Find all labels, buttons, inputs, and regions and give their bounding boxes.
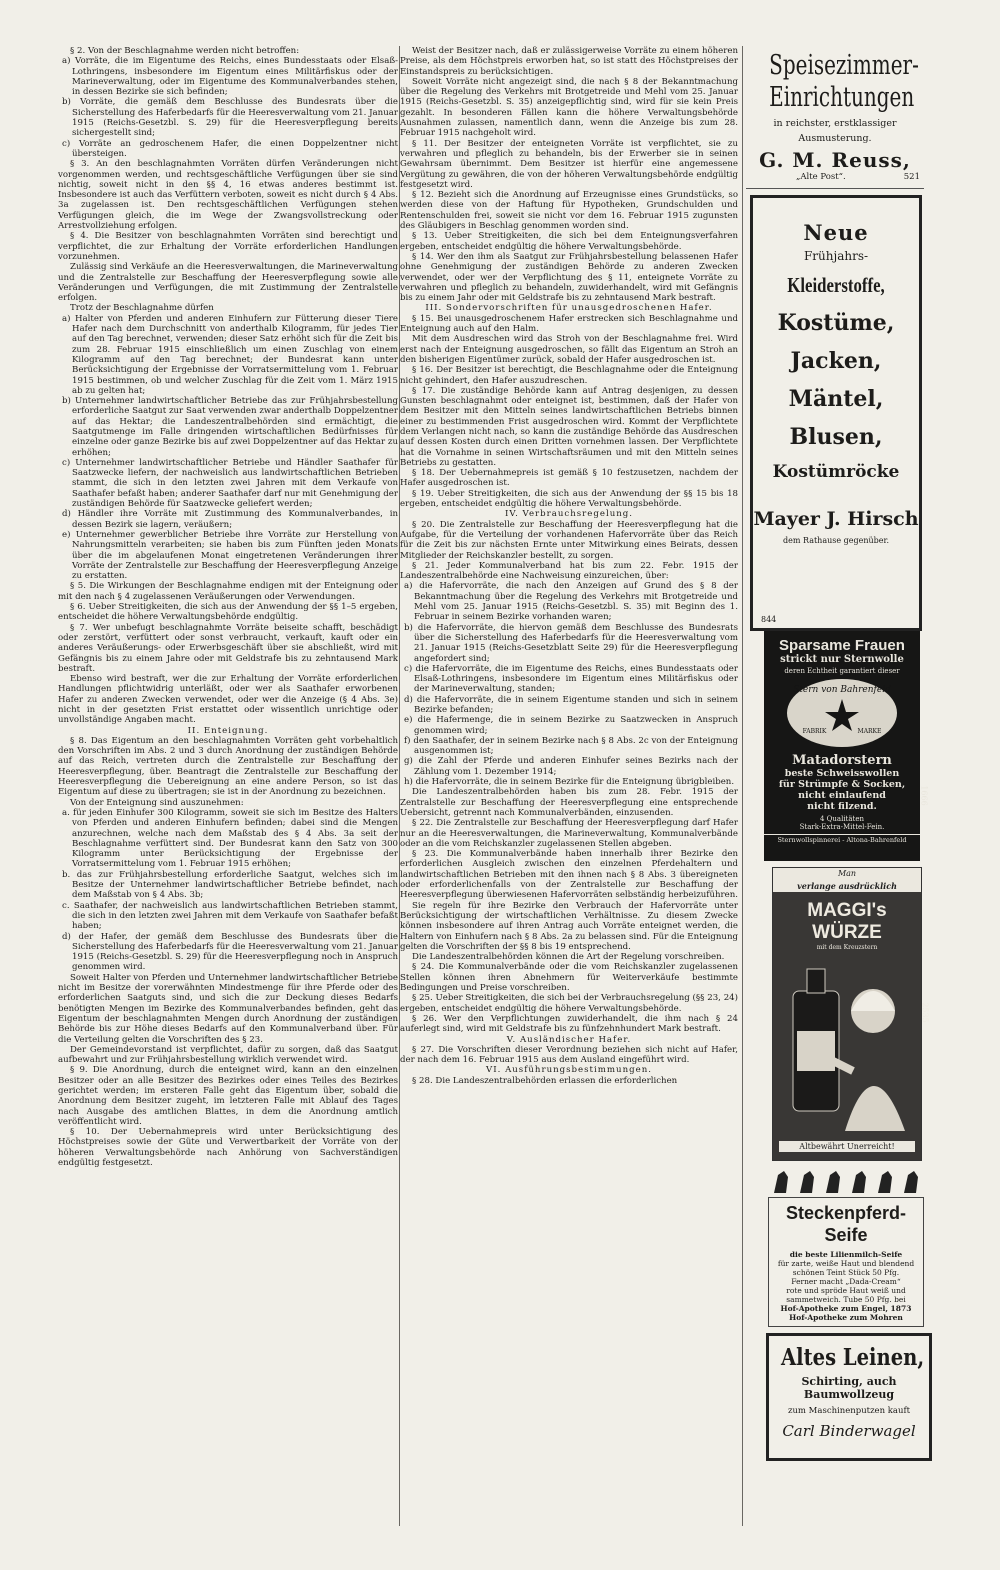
- ad-hirsch-neue: Neue: [803, 220, 869, 245]
- section-heading: V. Ausländischer Hafer.: [506, 1034, 632, 1045]
- paragraph: g) die Zahl der Pferde und anderen Einhufer seines Bezirks nach der Zählung vom 1. Dezember 1914;: [404, 756, 738, 777]
- ad-hirsch-item: Kostümröcke: [772, 462, 900, 482]
- ad-hirsch-item: Blusen,: [789, 424, 883, 450]
- ad-reuss-name: G. M. Reuss,: [759, 148, 911, 172]
- paragraph: h) die Hafervorräte, die in seinem Bezirke für die Enteignung übrigbleiben.: [404, 777, 735, 788]
- paragraph: f) den Saathafer, der in seinem Bezirke nach § 8 Abs. 2c von der Enteignung ausgenommen ist;: [404, 735, 738, 757]
- ad-frauen-fabrik: FABRIK: [802, 728, 827, 735]
- ad-stecken-title1: Steckenpferd-: [785, 1203, 907, 1223]
- paragraph: Soweit Vorräte nicht angezeigt sind, die nach § 8 der Bekanntmachung über die Regelung des Verkehrs mit Brotgetreide und Mehl vom 25. Januar 1915 (Reichs-Gesetzbl. S. 35) anzeigepflichtig sind, wird für sie kein Preis gezahlt. In besonderen Fällen kann die höhere Verwaltungsbehörde Ausnahmen zulassen, namentlich dann, wenn die Anzeige bis zum 28. Februar 1915 nachgeholt wird.: [400, 76, 738, 139]
- section-heading: II. Enteignung.: [187, 725, 269, 736]
- ad-reuss-number: 521: [903, 172, 920, 182]
- ad-hirsch: [750, 195, 922, 631]
- ad-frauen-line: für Strümpfe & Socken,: [778, 779, 906, 790]
- ad-stecken-line: die beste Lilienmilch-Seife: [789, 1250, 903, 1259]
- ad-hirsch-fruehjahr: Frühjahrs-: [803, 249, 869, 263]
- ad-stecken-line: rote und spröde Haut weiß und sammetweich. Tube 50 Pfg. bei: [786, 1286, 906, 1304]
- paragraph: § 6. Ueber Streitigkeiten, die sich aus der Anwendung der §§ 1–5 ergeben, entscheidet die höhere Verwaltungsbehörde endgültig.: [58, 602, 398, 623]
- paragraph: e) die Hafermenge, die in seinem Bezirke zu Saatzwecken in Anspruch genommen wird;: [404, 715, 738, 736]
- ad-frauen-footer: Sternwollspinnerei - Altona-Bahrenfeld: [764, 834, 920, 844]
- ad-stecken-apotheke: Hof-Apotheke zum Mohren: [789, 1313, 903, 1322]
- paragraph: § 5. Die Wirkungen der Beschlagnahme endigen mit der Enteignung oder mit den nach § 4 zugelassenen Veräußerungen oder Verwendungen.: [58, 581, 398, 602]
- paragraph: § 10. Der Uebernahmepreis wird unter Berücksichtigung des Höchstpreises sowie der Güte und Verwertbarkeit der Vorräte von der höheren Verwaltungsbehörde nach Anhörung von Sachverständigen endgültig festgesetzt.: [58, 1127, 398, 1169]
- paragraph: Zulässig sind Verkäufe an die Heeresverwaltungen, die Marineverwaltung und die Zentralstelle zur Beschaffung der Heeresverpflegung sowie alle Veränderungen und Verfügungen, die mit Zustimmung der Zentralstelle erfolgen.: [58, 262, 398, 304]
- ad-maggi-man: Man: [773, 868, 921, 880]
- paragraph: § 8. Das Eigentum an den beschlagnahmten Vorräten geht vorbehaltlich den Vorschriften im Abs. 2 und 3 durch Anordnung der zuständigen Behörde auf das Reich, vertreten durch die Zentralstelle zur Beschaffung der Heeresverpflegung, über. Beantragt die Zentralstelle zur Beschaffung der Heeresverpflegung die Uebereignung an eine andere Person, so ist das Eigentum auf diese zu übertragen; sie ist in der Anordnung zu bezeichnen.: [58, 735, 398, 798]
- ad-reuss-line2: Einrichtungen: [769, 82, 915, 113]
- paragraph: § 26. Wer den Verpflichtungen zuwiderhandelt, die ihm nach § 24 auferlegt sind, wird mit Geldstrafe bis zu fünfzehnhundert Mark bestraft.: [400, 1013, 738, 1035]
- ad-leinen-sub: Schirting, auch Baumwollzeug: [801, 1375, 897, 1401]
- paragraph: § 13. Ueber Streitigkeiten, die sich bei dem Enteignungsverfahren ergeben, entscheidet endgültig die höhere Verwaltungsbehörde.: [400, 231, 738, 252]
- paragraph: § 18. Der Uebernahmepreis ist gemäß § 10 festzusetzen, nachdem der Hafer ausgedroschen ist.: [400, 468, 738, 489]
- ad-reuss: [746, 46, 924, 189]
- paragraph: § 19. Ueber Streitigkeiten, die sich aus der Anwendung der §§ 15 bis 18 ergeben, entscheidet endgültig die höhere Verwaltungsbehörde.: [400, 488, 738, 510]
- ad-frauen-seal: Stern von Bahrenfeld: [793, 685, 891, 695]
- ad-frauen-sub: strickt nur Sternwolle: [780, 654, 904, 665]
- ad-stecken-line: Ferner macht „Dada-Cream“: [791, 1277, 901, 1286]
- paragraph: § 3. An den beschlagnahmten Vorräten dürfen Veränderungen nicht vorgenommen werden, und rechtsgeschäftliche Verfügungen über sie sind nichtig, soweit nicht in den §§ 4, 16 etwas anderes bestimmt ist. Insbesondere ist auch das Verfüttern verboten, soweit es nicht durch § 4 Abs. 3a zugelassen ist. Den rechtsgeschäftlichen Verfügungen stehen Verfügungen gleich, die im Wege der Zwangsvollstreckung oder Arrestvollziehung erfolgen.: [58, 159, 398, 232]
- paragraph: § 7. Wer unbefugt beschlagnahmte Vorräte beiseite schafft, beschädigt oder zerstört, verfüttert oder sonst verbraucht, verkauft, kauft oder ein anderes Veräußerungs- oder Erwerbsgeschäft über sie abschließt, wird mit Gefängnis bis zu einem Jahre oder mit Geldstrafe bis zu zehntausend Mark bestraft.: [58, 622, 398, 674]
- ad-frauen-number: 1666: [919, 785, 929, 806]
- paragraph: Trotz der Beschlagnahme dürfen: [70, 303, 214, 314]
- horses-icon: [768, 1167, 924, 1195]
- paragraph: a) die Hafervorräte, die nach den Anzeigen auf Grund des § 8 der Bekanntmachung über die Regelung des Verkehrs mit Brotgetreide und Mehl vom 25. Januar 1915 (Reichs-Gesetzbl. S. 35) mit Beginn des 1. Februar in seinem Bezirke vorhanden waren;: [404, 581, 738, 623]
- paragraph: b) Vorräte, die gemäß dem Beschlusse des Bundesrats über die Sicherstellung des Haferbedarfs für die Heeresverwaltung vom 21. Januar 1915 (Reichs-Gesetzbl. S. 29) für die Heeresverpflegung bereits sichergestellt sind;: [62, 97, 398, 139]
- ad-frauen-line: nicht einlaufend: [798, 790, 886, 801]
- ad-stecken-line: für zarte, weiße Haut und blendend schönen Teint Stück 50 Pfg.: [777, 1259, 915, 1277]
- paragraph: § 15. Bei unausgedroschenem Hafer erstrecken sich Beschlagnahme und Enteignung auch auf den Halm.: [400, 313, 738, 335]
- ad-reuss-line3: in reichster, erstklassiger: [773, 118, 897, 129]
- star-seal-icon: [787, 679, 897, 747]
- paragraph: Weist der Besitzer nach, daß er zulässigerweise Vorräte zu einem höheren Preise, als dem Höchstpreis erworben hat, so ist statt des Höchstpreises der Einstandspreis zu berücksichtigen.: [400, 46, 738, 77]
- ad-leinen-line: zum Maschinenputzen kauft: [787, 1406, 911, 1416]
- ad-altes-leinen: [766, 1333, 932, 1461]
- section-heading: III. Sondervorschriften für unausgedroschenen Hafer.: [425, 303, 713, 314]
- column-divider: [742, 46, 743, 1526]
- paragraph: b. das zur Frühjahrsbestellung erforderliche Saatgut, welches sich im Besitze der Unternehmer landwirtschaftlicher Betriebe befindet, nach dem Maßstab von § 4 Abs. 3b;: [62, 869, 398, 901]
- ad-stecken-title2: Seife: [824, 1225, 868, 1245]
- paragraph: § 14. Wer den ihm als Saatgut zur Frühjahrsbestellung belassenen Hafer ohne Genehmigung der zuständigen Behörde zu anderen Zwecken verwendet, oder wer der Verpflichtung des § 11, enteignete Vorräte zu verwahren und pfleglich zu behandeln, zuwiderhandelt, wird mit Gefängnis bis zu einem Jahr oder mit Geldstrafe bis zu zehntausend Mark bestraft.: [400, 251, 738, 304]
- paragraph: d) die Hafervorräte, die in seinem Eigentume standen und sich in seinem Bezirke befanden;: [404, 694, 738, 715]
- paragraph: § 25. Ueber Streitigkeiten, die sich bei der Verbrauchsregelung (§§ 23, 24) ergeben, entscheidet endgültig die höhere Verwaltungsbehörde.: [400, 993, 738, 1014]
- ad-frauen-qual: 4 Qualitäten: [819, 815, 865, 823]
- paragraph: e) Unternehmer gewerblicher Betriebe ihre Vorräte zur Herstellung von Nahrungsmitteln verarbeiten; sie haben bis zum Fünften jeden Monats über die im abgelaufenen Monat eingetretenen Veränderungen ihrer Vorräte der Zentralstelle zur Beschaffung der Heeresverpflegung Anzeige zu erstatten.: [62, 529, 398, 582]
- advertisement-column: [746, 46, 930, 1467]
- ad-maggi-number: 2535: [920, 1002, 930, 1023]
- text-column-left: [58, 46, 398, 1526]
- paragraph: § 22. Die Zentralstelle zur Beschaffung der Heeresverpflegung darf Hafer nur an die Heeresverwaltungen, die Marineverwaltung, Kommunalverbände oder an die vom Reichskanzler zugelassenen Stellen abgeben.: [400, 818, 738, 849]
- ad-frauen-guarantee: deren Echtheit garantiert dieser: [784, 667, 900, 675]
- paragraph: Die Landeszentralbehörden haben bis zum 28. Febr. 1915 der Zentralstelle zur Beschaffung der Heeresverpflegung eine entsprechende Uebersicht, getrennt nach Kommunalverbänden, einzusenden.: [400, 787, 738, 818]
- paragraph: a. für jeden Einhufer 300 Kilogramm, soweit sie sich im Besitze des Halters von Pferden und anderen Einhufern befinden; dabei sind die Mengen anzurechnen, welche nach dem Maßstab des § 4 Abs. 3a seit der Beschlagnahme verfüttert sind. Der Bundesrat kann den Satz von 300 Kilogramm unter Berücksichtigung der Ergebnisse der Vorratsermittelung vom 1. Februar 1915 erhöhen;: [62, 807, 398, 870]
- ad-maggi-sub: mit dem Kreuzstern: [816, 944, 878, 951]
- ad-frauen-line: beste Schweisswollen: [784, 768, 900, 779]
- paragraph: § 17. Die zuständige Behörde kann auf Antrag desjenigen, zu dessen Gunsten beschlagnahmt oder enteignet ist, bestimmen, daß der Hafer von dem Besitzer mit den Mitteln seines landwirtschaftlichen Betriebs binnen einer zu bestimmenden Frist ausgedroschen wird. Kommt der Verpflichtete dem Verlangen nicht nach, so kann die zuständige Behörde das Ausdreschen auf dessen Kosten durch einen Dritten vornehmen lassen. Der Verpflichtete hat die Vornahme in seinen Wirtschaftsräumen und mit den Mitteln seines Betriebs zu gestatten.: [400, 385, 738, 468]
- paragraph: c) Unternehmer landwirtschaftlicher Betriebe und Händler Saathafer für Saatzwecke liefern, der nachweislich aus landwirtschaftlichen Betrieben stammt, die sich in den letzten zwei Jahren mit dem Verkaufe von Saathafer befaßt haben; anderer Saathafer darf nur mit Genehmigung der zuständigen Behörde für Saatzwecke geliefert werden;: [62, 457, 398, 510]
- ad-hirsch-kleiderstoffe: Kleiderstoffe,: [787, 273, 885, 297]
- ad-hirsch-item: Kostüme,: [777, 310, 895, 336]
- paragraph: § 12. Bezieht sich die Anordnung auf Erzeugnisse eines Grundstücks, so werden diese von der Haftung für Hypotheken, Grundschulden und Rentenschulden frei, soweit sie nicht vor dem 16. Februar 1915 zugunsten des Gläubigers in Beschlag genommen worden sind.: [400, 190, 738, 232]
- paragraph: § 16. Der Besitzer ist berechtigt, die Beschlagnahme oder die Enteignung nicht gehindert, den Hafer auszudreschen.: [400, 365, 738, 386]
- paragraph: Die Landeszentralbehörden können die Art der Regelung vorschreiben.: [412, 952, 725, 963]
- paragraph: § 9. Die Anordnung, durch die enteignet wird, kann an den einzelnen Besitzer oder an alle Besitzer des Bezirkes oder eines Teiles des Bezirkes gerichtet werden; im ersteren Falle geht das Eigentum über, sobald die Anordnung dem Besitzer zugeht, im letzteren Falle mit Ablauf des Tages nach Ausgabe des amtlichen Blattes, in dem die Anordnung amtlich veröffentlicht wird.: [58, 1065, 398, 1127]
- paragraph: § 2. Von der Beschlagnahme werden nicht betroffen:: [70, 46, 300, 56]
- ad-hirsch-item: Jacken,: [790, 348, 882, 374]
- paragraph: a) Vorräte, die im Eigentume des Reichs, eines Bundesstaats oder Elsaß-Lothringens, insbesondere im Eigentum eines Militärfiskus oder der Marineverwaltung, oder im Eigentume des Kommunalverbandes stehen, in dessen Bezirke sie sich befinden;: [62, 56, 398, 98]
- paragraph: § 21. Jeder Kommunalverband hat bis zum 22. Febr. 1915 der Landeszentralbehörde eine Nachweisung einzureichen, über:: [400, 560, 738, 582]
- ad-reuss-line4: Ausmusterung.: [798, 133, 872, 144]
- paragraph: Von der Enteignung sind auszunehmen:: [70, 797, 244, 808]
- paragraph: § 20. Die Zentralstelle zur Beschaffung der Heeresverpflegung hat die Aufgabe, für die Verteilung der vorhandenen Hafervorräte über das Reich für die Zeit bis zur nächsten Ernte unter Mitwirkung eines Beirats, dessen Mitglieder der Reichskanzler bestellt, zu sorgen.: [400, 519, 738, 561]
- ad-hirsch-item: Mäntel,: [788, 386, 884, 412]
- ad-sternwolle: [764, 631, 929, 861]
- maggi-bottle-icon: [773, 951, 921, 1141]
- star-icon: [787, 679, 897, 747]
- ad-stecken-apotheke: Hof-Apotheke zum Engel, 1873: [780, 1304, 912, 1313]
- section-heading: IV. Verbrauchsregelung.: [504, 509, 634, 520]
- ad-frauen-line: nicht filzend.: [807, 801, 877, 812]
- paragraph: Der Gemeindevorstand ist verpflichtet, dafür zu sorgen, daß das Saatgut aufbewahrt und zur Frühjahrsbestellung wirklich verwendet wird.: [58, 1044, 398, 1066]
- paragraph: a) Halter von Pferden und anderen Einhufern zur Fütterung dieser Tiere Hafer nach dem Durchschnitt von anderthalb Kilogramm, für jedes Tier auf den Tag berechnet, verwenden; dieser Satz erhöht sich für die Zeit bis zum 28. Februar 1915 einschließlich um einen Zuschlag von einem Kilogramm auf den Tag berechnet; der Bundesrat kann unter Berücksichtigung der Ergebnisse der Vorratsermittelung vom 1. Februar 1915 bestimmen, ob und welcher Zuschlag für die Zeit vom 1. März 1915 ab zu gelten hat;: [62, 313, 398, 396]
- paragraph: § 23. Die Kommunalverbände haben innerhalb ihrer Bezirke den erforderlichen Ausgleich zwischen den einzelnen Pferdehaltern und landwirtschaftlichen Betrieben mit den ihnen nach § 8 Abs. 3 übereigneten oder erforderlichenfalls von der Zentralstelle zur Beschaffung der Heeresverpflegung überwiesenen Hafervorräten selbständig herbeizuführen.: [400, 849, 738, 901]
- paragraph: b) die Hafervorräte, die hiervon gemäß dem Beschlusse des Bundesrats über die Sicherstellung des Haferbedarfs für die Heeresverwaltung vom 21. Januar 1915 (Reichs-Gesetzblatt Seite 29) für die Heeresverpflegung angefordert sind;: [404, 622, 738, 664]
- paragraph: Mit dem Ausdreschen wird das Stroh von der Beschlagnahme frei. Wird erst nach der Enteignung ausgedroschen, so fällt das Eigentum an Stroh an den bisherigen Eigentümer zurück, sobald der Hafer ausgedroschen ist.: [400, 334, 738, 365]
- paragraph: c. Saathafer, der nachweislich aus landwirtschaftlichen Betrieben stammt, die sich in den letzten zwei Jahren mit dem Verkaufe von Saathafer befaßt haben;: [62, 900, 398, 932]
- ad-hirsch-mayer: Mayer J. Hirsch: [753, 508, 919, 530]
- ad-frauen-qual-list: Stark-Extra-Mittel-Fein.: [799, 823, 885, 831]
- maggi-illustration: [773, 951, 921, 1141]
- paragraph: Ebenso wird bestraft, wer die zur Erhaltung der Vorräte erforderlichen Handlungen pflichtwidrig unterläßt, oder wer als Saathafer erworbenen Hafer zu anderen Zwecken verwendet, oder wer die Anzeige (§ 4 Abs. 3e) nicht in der gesetzten Frist erstattet oder wissentlich unrichtige oder unvollständige Angaben macht.: [58, 674, 398, 726]
- ad-frauen-matador: Matadorstern: [792, 753, 892, 768]
- ad-maggi-title: MAGGI's WÜRZE: [807, 900, 887, 943]
- ad-reuss-address: „Alte Post“.: [796, 172, 846, 182]
- ad-maggi-verlange: verlange ausdrücklich: [773, 880, 921, 892]
- ad-leinen-name: Carl Binderwagel: [782, 1422, 916, 1440]
- ad-steckenpferd: [768, 1167, 924, 1327]
- section-heading: VI. Ausführungsbestimmungen.: [486, 1065, 652, 1076]
- paragraph: b) Unternehmer landwirtschaftlicher Betriebe das zur Frühjahrsbestellung erforderliche Saatgut zur Saat verwenden zwar anderthalb Doppelzentner auf das Hektar; die Landeszentralbehörden sind ermächtigt, die Saatgutmenge im Falle dringenden wirtschaftlichen Bedürfnisses für einzelne oder ganze Bezirke bis auf zwei Doppelzentner auf das Hektar zu erhöhen;: [62, 396, 398, 458]
- ad-frauen-marke: MARKE: [857, 728, 882, 735]
- ad-maggi: [772, 867, 930, 1161]
- paragraph: Sie regeln für ihre Bezirke den Verbrauch der Hafervorräte unter Berücksichtigung der wirtschaftlichen Verhältnisse. Zu diesem Zwecke können insbesondere auf ihren Antrag auch Vorräte enteignet werden, die Haltern von Einhufern nach § 8 Abs. 2a zu belassen sind. Für die Enteignung gelten die Vorschriften der §§ 8 bis 19 entsprechend.: [400, 900, 738, 952]
- ad-leinen-title: Altes Leinen,: [781, 1344, 925, 1371]
- paragraph: § 27. Die Vorschriften dieser Verordnung beziehen sich nicht auf Hafer, der nach dem 16. Februar 1915 aus dem Ausland eingeführt wird.: [400, 1044, 738, 1066]
- paragraph: § 24. Die Kommunalverbände oder die vom Reichskanzler zugelassenen Stellen können ihren Abnehmern für Weiterverkäufe bestimmte Bedingungen und Preise vorschreiben.: [400, 962, 738, 994]
- ad-hirsch-number: 844: [761, 615, 777, 624]
- text-column-middle: [400, 46, 738, 1526]
- ad-reuss-line1: Speisezimmer-: [769, 50, 919, 81]
- ad-maggi-bottom: Altbewährt Unerreicht!: [779, 1141, 915, 1152]
- paragraph: c) Vorräte an gedroschenem Hafer, die einen Doppelzentner nicht übersteigen.: [62, 138, 398, 159]
- paragraph: § 11. Der Besitzer der enteigneten Vorräte ist verpflichtet, sie zu verwahren und pfleglich zu behandeln, bis der Erwerber sie in seinen Gewahrsam übernimmt. Dem Besitzer ist hierfür eine angemessene Vergütung zu gewähren, die von der höheren Verwaltungsbehörde endgültig festgesetzt wird.: [400, 138, 738, 190]
- paragraph: d) der Hafer, der gemäß dem Beschlusse des Bundesrats über die Sicherstellung des Haferbedarfs für die Heeresverwaltung vom 21. Januar 1915 (Reichs-Gesetzbl. S. 29) für die Heeresverpflegung noch in Anspruch genommen wird.: [62, 931, 398, 973]
- paragraph: Soweit Halter von Pferden und Unternehmer landwirtschaftlicher Betriebe nicht im Besitze der vorerwähnten Mindestmenge für ihre Pferde oder des erforderlichen Saatguts sind, und sich die zur Deckung dieses Bedarfs benötigten Mengen im Bezirke des Kommunalverbandes befinden, geht das Eigentum der beschlagnahmten Mengen durch Anordnung der zuständigen Behörde bis zur Höhe dieses Bedarfs auf den Kommunalverband über. Für die Verteilung gelten die Vorschriften des § 23.: [58, 972, 398, 1045]
- ad-hirsch-rathaus: dem Rathause gegenüber.: [783, 536, 889, 545]
- ad-frauen-title: Sparsame Frauen: [779, 637, 905, 654]
- paragraph: § 4. Die Besitzer von beschlagnahmten Vorräten sind berechtigt und verpflichtet, die zur Erhaltung der Vorräte erforderlichen Handlungen vorzunehmen.: [58, 231, 398, 262]
- paragraph: d) Händler ihre Vorräte mit Zustimmung des Kommunalverbandes, in dessen Bezirk sie lagern, veräußern;: [62, 509, 398, 530]
- paragraph: § 28. Die Landeszentralbehörden erlassen die erforderlichen: [412, 1075, 678, 1086]
- paragraph: c) die Hafervorräte, die im Eigentume des Reichs, eines Bundesstaats oder Elsaß-Lothringens, insbesondere im Eigentum eines Militärfiskus oder der Marineverwaltung, standen;: [404, 663, 738, 695]
